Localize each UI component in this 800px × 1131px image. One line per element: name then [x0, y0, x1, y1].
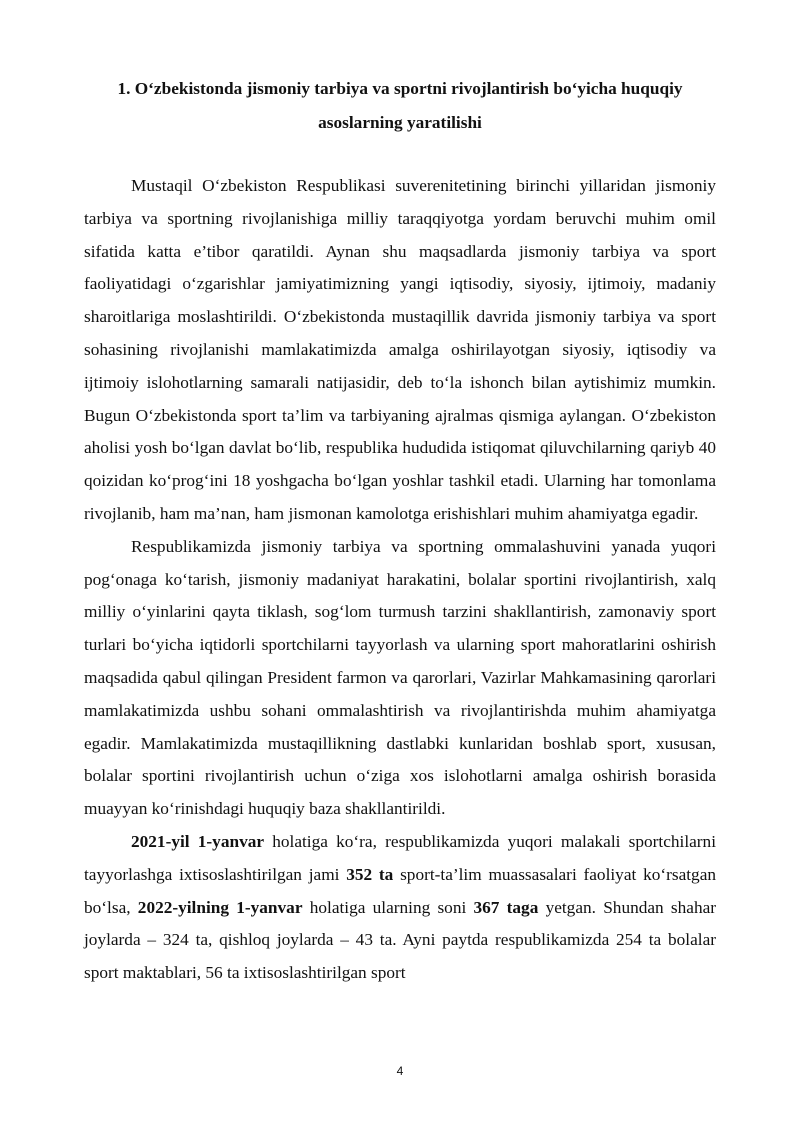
paragraph-3-text-2: sport-ta’lim muassasalari faoliyat ko‘rsatgan bo‘lsa,	[84, 864, 717, 917]
date-2022: 2022-yilning 1-yanvar	[137, 897, 303, 917]
page-number: 4	[396, 1064, 404, 1078]
paragraph-1: Mustaqil O‘zbekiston Respublikasi suverenitetining birinchi yillaridan jismoniy tarbiya va sportning rivojlanishiga milliy taraqqiyotga yordam beruvchi muhim omil sifatida katta e’tibor qaratildi. Aynan shu maqsadlarda jismoniy tarbiya va sport faoliyatidagi o‘zgarishlar jamiyatimizning yangi iqtisodiy, siyosiy, ijtimoiy, madaniy sharoitlariga moslashtirildi. O‘zbekistonda mustaqillik davrida jismoniy tarbiya va sport sohasining rivojlanishi mamlakatimizda amalga oshirilayotgan siyosiy, iqtisodiy va ijtimoiy islohotlarning samarali natijasidir, deb to‘la ishonch bilan aytishimiz mumkin. Bugun O‘zbekistonda sport ta’lim va tarbiyaning ajralmas qismiga aylangan. O‘zbekiston aholisi yosh bo‘lgan davlat bo‘lib, respublika hududida istiqomat qiluvchilarning qariyb 40 qoizidan ko‘prog‘ini 18 yoshgacha bo‘lgan yoshlar tashkil etadi. Ularning har tomonlama rivojlanib, ham ma’nan, ham jismonan kamolotga erishishlari muhim ahamiyatga egadir.	[84, 176, 716, 523]
section-heading-line-1: 1. O‘zbekistonda jismoniy tarbiya va sportni rivojlantirish bo‘yicha huquqiy	[117, 79, 683, 98]
count-352: 352 ta	[346, 864, 394, 884]
paragraph-3-text-1: holatiga ko‘ra, respublikamizda yuqori malakali sportchilarni tayyorlashga ixtisoslashtirilgan jami	[84, 831, 716, 884]
paragraph-2: Respublikamizda jismoniy tarbiya va sportning ommalashuvini yanada yuqori pog‘onaga ko‘tarish, jismoniy madaniyat harakatini, bolalar sportini rivojlantirish, xalq milliy o‘yinlarini qayta tiklash, sog‘lom turmush tarzini shakllantirish, zamonaviy sport turlari bo‘yicha iqtidorli sportchilarni tayyorlash va ularning sport mahoratlarini oshirish maqsadida qabul qilingan President farmon va qarorlari, Vazirlar Mahkamasining qarorlari mamlakatimizda ushbu sohani ommalashtirish va rivojlantirishda muhim ahamiyatga egadir. Mamlakatimizda mustaqillikning dastlabki kunlaridan boshlab sport, xususan, bolalar sportini rivojlantirish uchun o‘ziga xos islohotlarni amalga oshirish borasida muayyan ko‘rinishdagi huquqiy baza shakllantirildi.	[84, 536, 716, 819]
body-text	[84, 170, 716, 990]
paragraph-3-text-3: holatiga ularning soni	[302, 897, 474, 917]
section-heading	[84, 72, 716, 140]
paragraph-3	[84, 826, 716, 990]
section-heading-line-2: asoslarning yaratilishi	[318, 113, 482, 132]
count-367: 367 taga	[473, 897, 539, 917]
paragraph-3-text-4: yetgan. Shundan shahar joylarda – 324 ta, qishloq joylarda – 43 ta. Ayni paytda respublikamizda 254 ta bolalar sport maktablari, 56 ta ixtisoslashtirilgan sport	[84, 897, 717, 983]
date-2021: 2021-yil 1-yanvar	[131, 831, 265, 851]
